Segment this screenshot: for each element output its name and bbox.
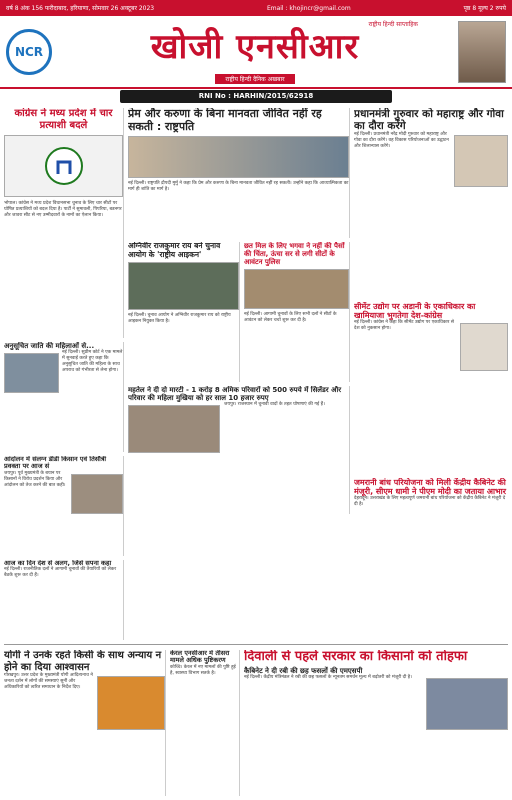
story-kerala[interactable]: [170, 650, 240, 796]
subheadline: कैबिनेट ने दी रबी की छह फसलों की एमएसपी: [244, 666, 363, 675]
story-body: भोपाल। कांग्रेस ने मध्य प्रदेश विधानसभा चुनाव के लिए चार सीटों पर घोषित प्रत्याशियों को बदल दिया है। पार्टी ने सुमावली, पिपरिया, बडनगर और जावरा सीट से नए उम्मीदवारों के नामों का ऐलान किया।: [4, 201, 122, 218]
headline: सीमेंट उद्योग पर अडानी के एकाधिकार का खामियाजा भुगतेगा देश-कांग्रेस: [354, 302, 476, 321]
congress-logo-icon: [4, 135, 123, 197]
story-mahtel[interactable]: [128, 386, 350, 514]
story-photo: [244, 269, 349, 309]
headline: केरल एनसीआर में तीसरा मामले अधिक पुष्टिकरण: [170, 650, 230, 665]
headline: जमरानी बांध परियोजना को मिली केंद्रीय कैबिनेट की मंजूरी, सीएम धामी ने पीएम मोदी का जताया आभार: [354, 478, 506, 497]
top-info-bar: [0, 0, 512, 16]
story-body: नई दिल्ली। सुप्रीम कोर्ट ने एक मामले में सुनवाई करते हुए कहा कि अनुसूचित जाति की महिला के साथ अपराध को गंभीरता से लेना होगा।: [62, 350, 123, 374]
headline: आंदोलन में संलग्न डीडी किसान एवं तिसौत्री प्रवक्ता पर आज सं: [4, 456, 107, 471]
headline: योगी ने उनके रहते किसी के साथ अन्याय न होने का दिया आश्वासन: [4, 650, 162, 673]
headline: कांग्रेस ने मध्य प्रदेश में चार प्रत्याशी बदले: [14, 108, 113, 131]
story-aaj[interactable]: [4, 560, 124, 640]
headline: अग्निवीर राजकुमार राय बने चुनाव आयोग के 'राष्ट्रीय आइकन': [128, 242, 221, 259]
pages-price: पृष्ठ 8 मूल्य 2 रुपये: [463, 5, 506, 12]
president-photo: [128, 136, 349, 178]
story-agniveer[interactable]: [128, 242, 240, 382]
story-body: जयपुर। राजस्थान में चुनावी वादों के तहत घोषणाएं की गई हैं।: [224, 402, 325, 408]
news-grid: [0, 104, 512, 800]
ncr-logo-icon: NCR: [6, 29, 52, 75]
headline: दिवाली से पहले सरकार का किसानों को तोहफा: [244, 650, 468, 664]
story-yogi[interactable]: [4, 650, 166, 796]
tagline: राष्ट्रीय हिन्दी साप्ताहिक: [368, 21, 418, 28]
story-body: नई दिल्ली। राष्ट्रपति द्रौपदी मुर्मु ने कहा कि प्रेम और करुणा के बिना मानवता जीवित नहीं रह सकती। उन्होंने कहा कि आध्यात्मिकता का मार्ग ही शांति का मार्ग है।: [128, 181, 349, 193]
story-pm[interactable]: [354, 108, 508, 298]
headline: आज का दिन देश से अलग, जिसे सपना कहा: [4, 560, 112, 567]
story-body: नई दिल्ली। आगामी चुनावों के लिए सभी दलों ने सीटों के आवंटन को लेकर चर्चा शुरू कर दी है।: [244, 312, 337, 324]
issue-info: वर्ष 8 अंक 156 फरीदाबाद, हरियाणा, सोमवार 26 अक्टूबर 2023: [6, 5, 155, 12]
story-photo: [4, 353, 59, 393]
story-body: कोच्चि। केरल में नए मामलों की पुष्टि हुई है, स्वास्थ्य विभाग सतर्क है।: [170, 664, 236, 676]
headline: अनुसूचित जाति की महिलाओं से...: [4, 342, 95, 350]
masthead: [0, 16, 512, 89]
story-photo: [71, 474, 123, 514]
story-andolan[interactable]: [4, 456, 124, 556]
story-president[interactable]: [128, 108, 350, 238]
headline: प्रेम और करुणा के बिना मानवता जीवित नहीं रह सकती : राष्ट्रपति: [128, 108, 322, 133]
headline: प्रधानमंत्री गुरुवार को महाराष्ट्र और गोवा का दौरा करेंगे: [354, 108, 504, 133]
pm-photo: [454, 135, 508, 187]
story-jamrani[interactable]: [354, 478, 508, 628]
masthead-photo: [458, 21, 506, 83]
story-body: नई दिल्ली। राजनीतिक दलों ने आगामी चुनावों की तैयारियों को लेकर बैठकें शुरू कर दी हैं।: [4, 567, 117, 579]
paper-title: खोजी एनसीआर: [150, 27, 360, 67]
headline: छत मिल के लिए भगवा ने नहीं की पैसों की चिंता, ऊंचा सर से लगी सीटों के आवंटन पुलिस: [244, 242, 345, 267]
story-body: नई दिल्ली। कांग्रेस ने कहा कि सीमेंट उद्योग पर एकाधिकार से देश को नुकसान होगा।: [354, 320, 455, 332]
story-photo: [460, 323, 508, 371]
story-body: नई दिल्ली। केंद्रीय मंत्रिमंडल ने रबी की छह फसलों के न्यूनतम समर्थन मूल्य में बढ़ोतरी को मंजूरी दी है।: [244, 674, 412, 680]
story-body: गोरखपुर। उत्तर प्रदेश के मुख्यमंत्री योगी आदित्यनाथ ने जनता दर्शन में लोगों की समस्याएं सुनीं और अधिकारियों को त्वरित समाधान के निर्देश दिए।: [4, 673, 93, 690]
minister-photo: [426, 678, 508, 730]
divider: [4, 644, 508, 645]
story-body: देहरादून। उत्तराखंड के लिए महत्वपूर्ण जमरानी बांध परियोजना को केंद्रीय कैबिनेट ने मंजूरी दे दी है।: [354, 496, 506, 508]
headline: महतेल ने दी दो मारटी - 1 करोड़ 8 अमिक परिवारों को 500 रुपये में सिलेंडर और परिवार की महिला मुखिया को हर साल 10 हजार रुपए: [128, 386, 342, 403]
story-body: नई दिल्ली। चुनाव आयोग ने अग्निवीर राजकुमार राय को राष्ट्रीय आइकन नियुक्त किया है।: [128, 313, 231, 325]
story-body: नई दिल्ली। प्रधानमंत्री नरेंद्र मोदी गुरुवार को महाराष्ट्र और गोवा का दौरा करेंगे। वह विकास परियोजनाओं का उद्घाटन और शिलान्यास करेंगे।: [354, 132, 449, 150]
rni-bar: RNI No : HARHIN/2015/62918: [120, 90, 392, 103]
story-photo: [128, 405, 220, 453]
subline: राष्ट्रीय हिन्दी दैनिक अखबार: [215, 74, 294, 84]
story-cement[interactable]: [354, 302, 508, 474]
story-body: जयपुर। पूर्व मुख्यमंत्री के बयान पर किसानों ने विरोध प्रदर्शन किया और आंदोलन को तेज करने की बात कही।: [4, 470, 66, 488]
story-congress[interactable]: [4, 108, 124, 338]
yogi-photo: [97, 676, 165, 730]
story-supreme[interactable]: [4, 342, 124, 452]
story-chhat[interactable]: [244, 242, 350, 382]
story-diwali[interactable]: [244, 650, 508, 796]
agniveer-photo: [128, 262, 239, 310]
email-link[interactable]: Email : khojincr@gmail.com: [266, 4, 351, 12]
